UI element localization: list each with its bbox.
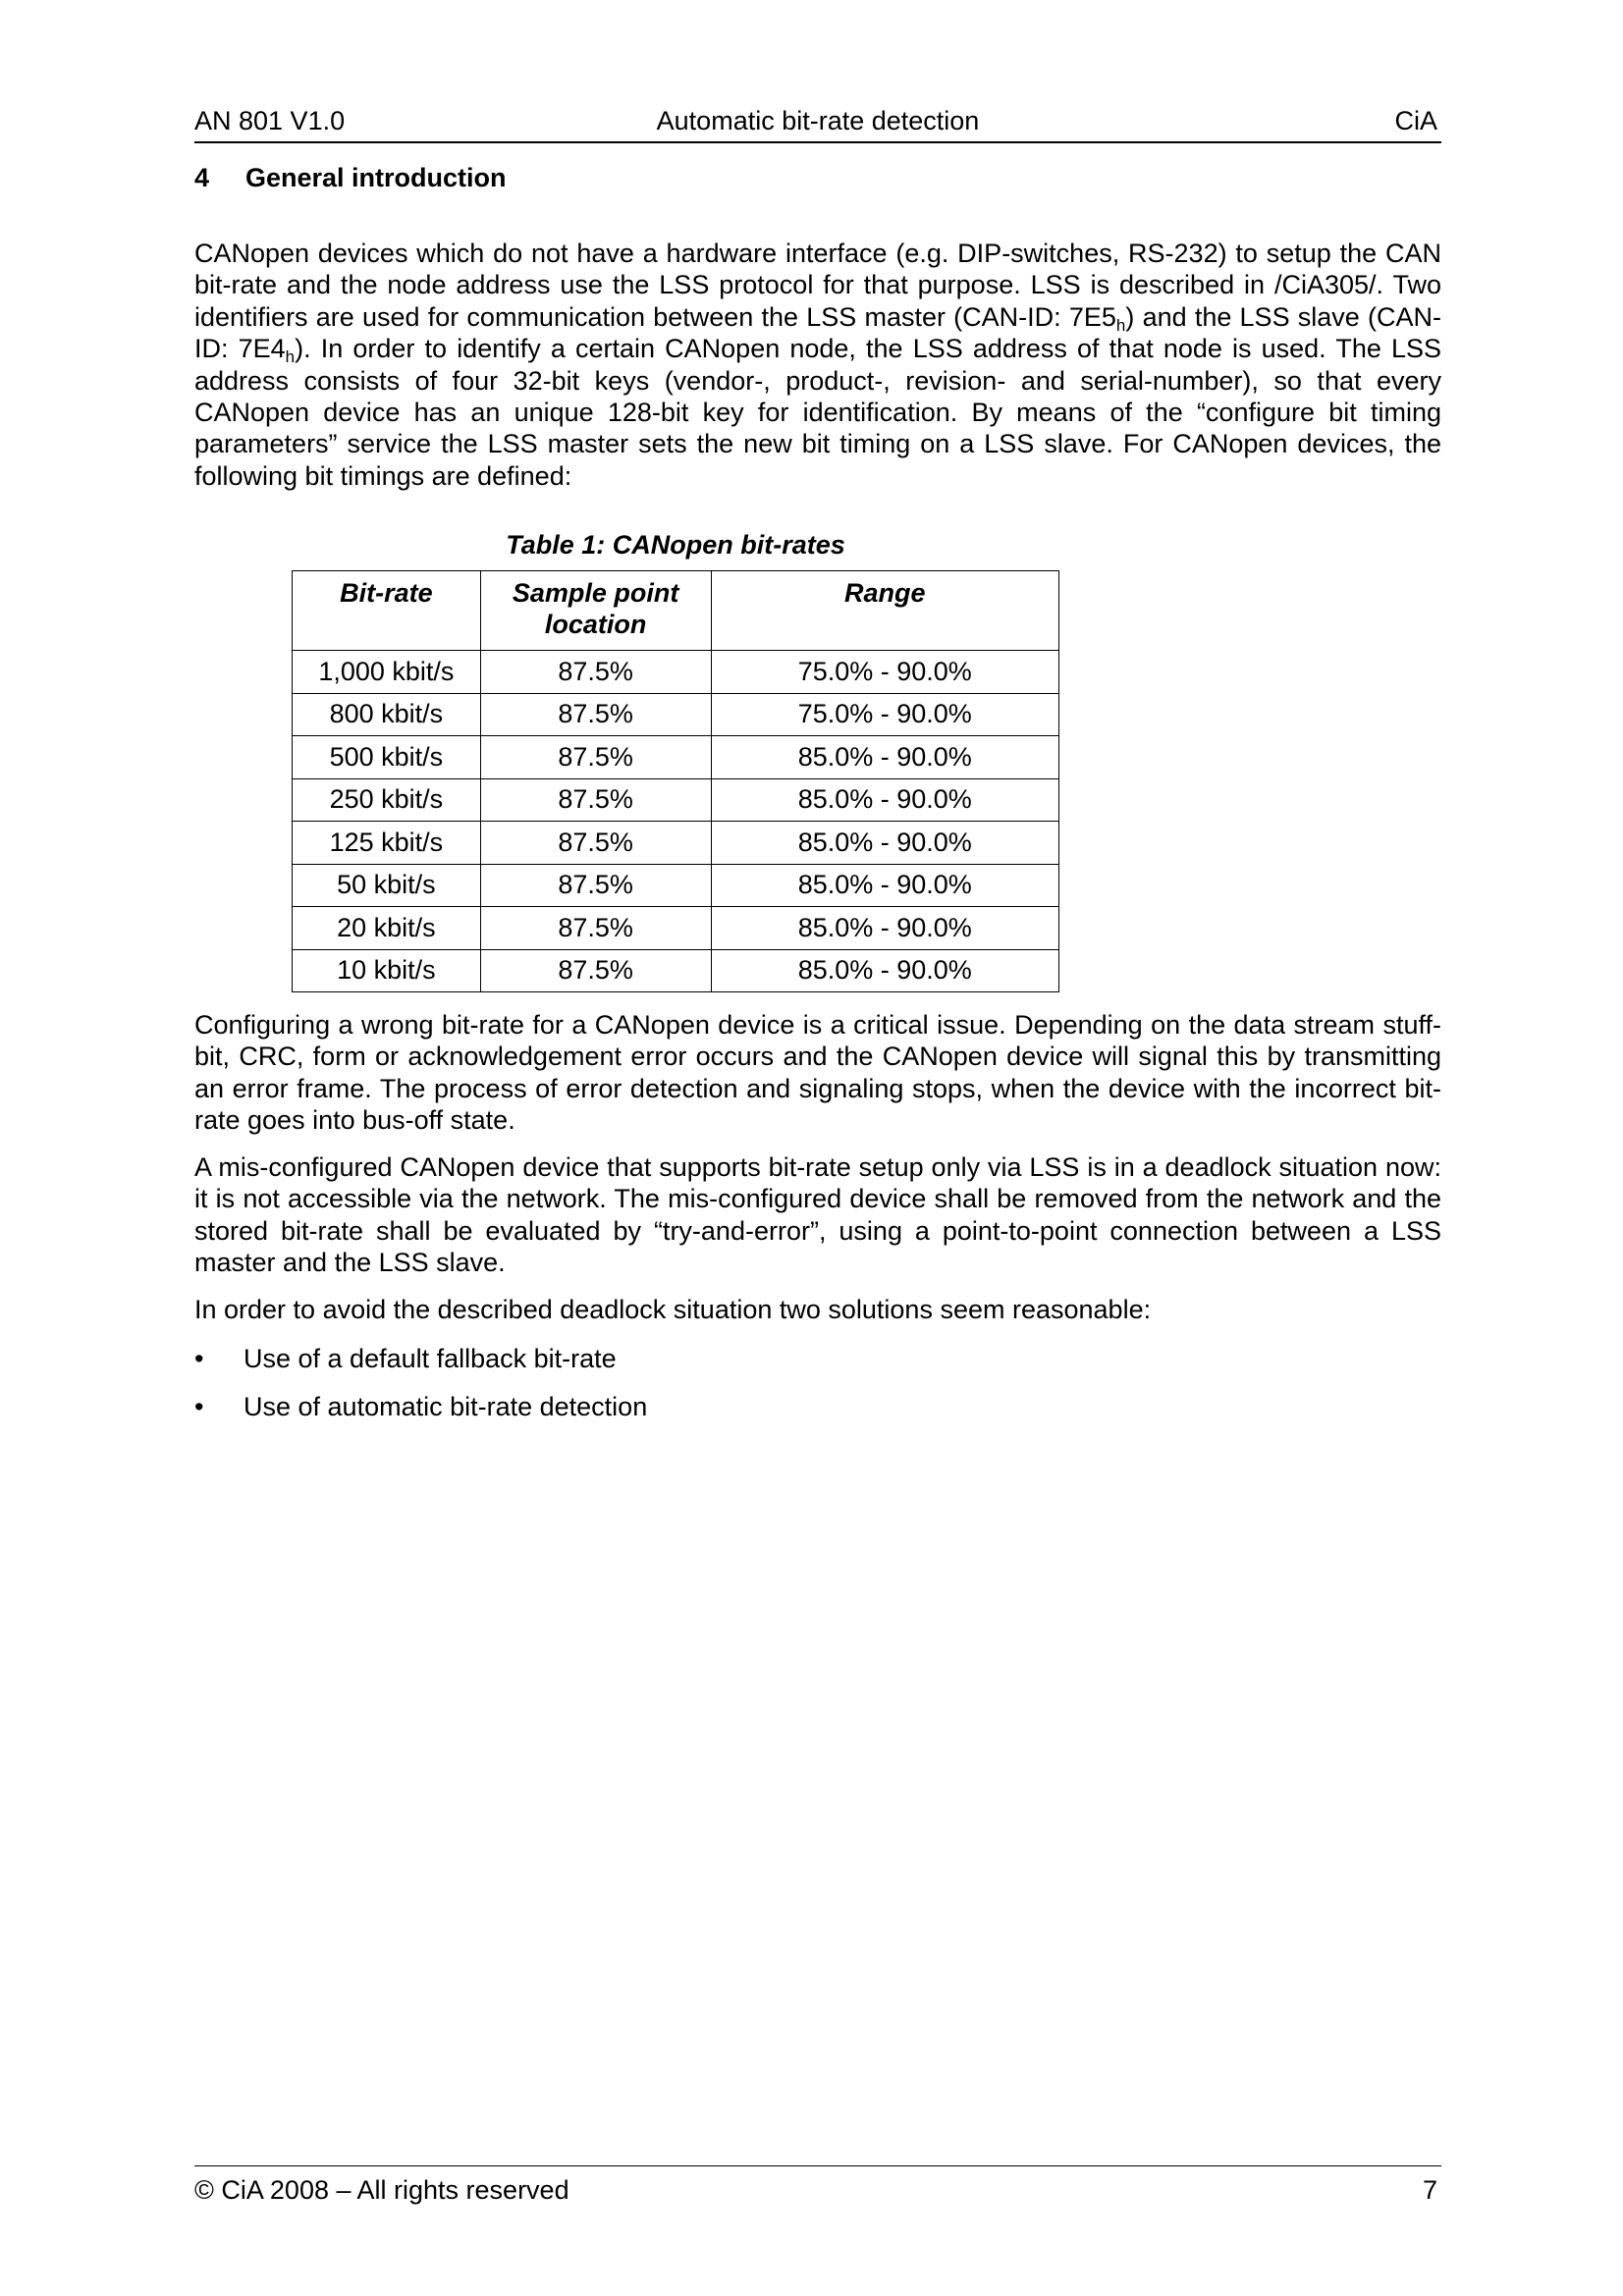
intro-text-part3: ). In order to identify a certain CANopen node, the LSS address of that node is used. The LSS address consists of four 32-bit keys (vendor-, product-, revision- and serial-number), so that every CANopen device has an unique 128-bit key for identification. By means of the “configure bit timing parameters” service the LSS master sets the new bit timing on a LSS slave. For CANopen devices, the following bit timings are defined: xyxy=(194,334,1442,491)
page-header xyxy=(194,104,1441,143)
table-row xyxy=(293,822,1059,865)
list-item xyxy=(194,1343,1441,1374)
table-caption: Table 1: CANopen bit-rates xyxy=(506,530,845,560)
cell-range: 85.0% - 90.0% xyxy=(711,949,1059,992)
solutions-intro-paragraph: In order to avoid the described deadlock situation two solutions seem reasonable: xyxy=(194,1295,1152,1324)
cell-bit-rate: 20 kbit/s xyxy=(293,907,481,950)
section-heading xyxy=(194,163,507,193)
cell-sample-point: 87.5% xyxy=(480,822,711,865)
cell-range: 75.0% - 90.0% xyxy=(711,693,1059,736)
table-row xyxy=(293,693,1059,736)
section-title: General introduction xyxy=(245,163,507,192)
table-row xyxy=(293,949,1059,992)
cell-bit-rate: 1,000 kbit/s xyxy=(293,651,481,694)
bullet-icon: • xyxy=(194,1344,204,1373)
hex-subscript: h xyxy=(285,347,296,367)
section-number: 4 xyxy=(194,163,210,192)
deadlock-paragraph: A mis-configured CANopen device that supports bit-rate setup only via LSS is in a deadlock situation now: it is not accessible via the network. The mis-configured device shall be removed from the network and the stored bit-rate shall be evaluated by “try-and-error”, using a point-to-point connection between a LSS master and the LSS slave. xyxy=(194,1152,1441,1278)
cell-range: 85.0% - 90.0% xyxy=(711,822,1059,865)
header-sample-point: Sample point location xyxy=(480,571,711,651)
intro-text-part1: CANopen devices which do not have a hardware interface (e.g. DIP-switches, RS-232) to setup the CAN bit-rate and the node address use the LSS protocol for that purpose. LSS is described in /CiA305/. Two identifiers are used for communication between the LSS master (CAN-ID: 7E5 xyxy=(194,239,1441,332)
hex-subscript: h xyxy=(1115,315,1126,335)
cell-range: 75.0% - 90.0% xyxy=(711,651,1059,694)
header-document-title: Automatic bit-rate detection xyxy=(656,106,980,135)
cell-sample-point: 87.5% xyxy=(480,651,711,694)
cell-bit-rate: 10 kbit/s xyxy=(293,949,481,992)
cell-sample-point: 87.5% xyxy=(480,693,711,736)
table-row xyxy=(293,907,1059,950)
cell-range: 85.0% - 90.0% xyxy=(711,907,1059,950)
cell-sample-point: 87.5% xyxy=(480,864,711,907)
page-number: 7 xyxy=(1422,2175,1437,2205)
table-row xyxy=(293,778,1059,822)
cell-bit-rate: 250 kbit/s xyxy=(293,778,481,822)
cell-range: 85.0% - 90.0% xyxy=(711,778,1059,822)
cell-bit-rate: 800 kbit/s xyxy=(293,693,481,736)
table-row xyxy=(293,736,1059,779)
cell-sample-point: 87.5% xyxy=(480,907,711,950)
list-item-text: Use of a default fallback bit-rate xyxy=(243,1344,617,1373)
list-item xyxy=(194,1391,1441,1422)
footer-copyright: © CiA 2008 – All rights reserved xyxy=(194,2175,569,2205)
table-row xyxy=(293,864,1059,907)
cell-bit-rate: 50 kbit/s xyxy=(293,864,481,907)
cell-range: 85.0% - 90.0% xyxy=(711,736,1059,779)
intro-text-part2: ) and the LSS slave (CAN-ID: 7E4 xyxy=(194,301,1441,364)
bitrate-table xyxy=(292,570,1059,992)
intro-paragraph xyxy=(194,238,1441,492)
cell-sample-point: 87.5% xyxy=(480,949,711,992)
header-organization: CiA xyxy=(1394,106,1437,135)
page-footer xyxy=(194,2165,1441,2205)
table-header-row xyxy=(293,571,1059,651)
header-bit-rate: Bit-rate xyxy=(293,571,481,651)
cell-bit-rate: 500 kbit/s xyxy=(293,736,481,779)
header-range: Range xyxy=(711,571,1059,651)
cell-sample-point: 87.5% xyxy=(480,736,711,779)
cell-bit-rate: 125 kbit/s xyxy=(293,822,481,865)
list-item-text: Use of automatic bit-rate detection xyxy=(243,1391,648,1421)
error-paragraph: Configuring a wrong bit-rate for a CANopen device is a critical issue. Depending on the data stream stuff-bit, CRC, form or acknowledgement error occurs and the CANopen device will signal this by transmitting an error frame. The process of error detection and signaling stops, when the device with the incorrect bit-rate goes into bus-off state. xyxy=(194,1010,1441,1136)
bullet-icon: • xyxy=(194,1391,204,1421)
cell-range: 85.0% - 90.0% xyxy=(711,864,1059,907)
cell-sample-point: 87.5% xyxy=(480,778,711,822)
solutions-list xyxy=(194,1343,1441,1438)
table-row xyxy=(293,651,1059,694)
header-document-id: AN 801 V1.0 xyxy=(194,106,346,135)
